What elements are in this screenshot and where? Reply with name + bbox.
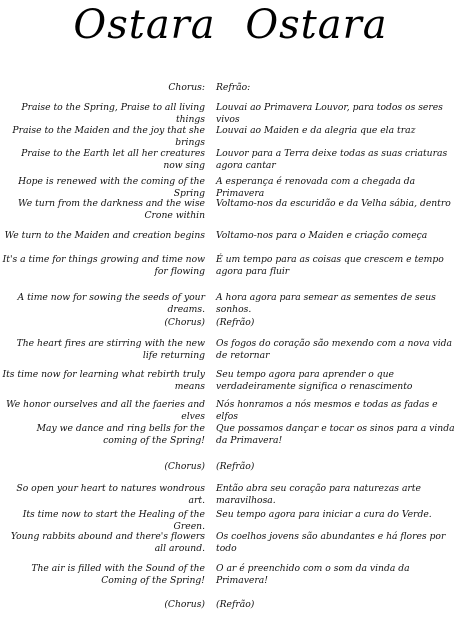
lyrics-row	[0, 102, 461, 125]
lyrics-row	[0, 317, 461, 338]
portuguese-line: Os coelhos jovens são abundantes e há flores por todo	[216, 531, 446, 554]
english-line: We turn to the Maiden and creation begins	[4, 230, 205, 241]
lyrics-row	[0, 292, 461, 317]
portuguese-line: Louvai ao Maiden e da alegria que ela traz	[216, 125, 416, 136]
lyrics-row	[0, 423, 461, 461]
portuguese-line: Voltamo-nos da escuridão e da Velha sábia, dentro	[216, 198, 451, 209]
portuguese-line: Refrão:	[216, 82, 251, 93]
english-line: Praise to the Spring, Praise to all living things	[21, 102, 205, 125]
portuguese-line: Que possamos dançar e tocar os sinos para a vinda da Primavera!	[216, 423, 455, 446]
lyrics-row	[0, 338, 461, 369]
english-line: The air is filled with the Sound of the Coming of the Spring!	[31, 563, 205, 586]
lyrics-row	[0, 230, 461, 254]
english-line: Praise to the Maiden and the joy that she brings	[12, 125, 205, 148]
english-line: Praise to the Earth let all her creatures now sing	[21, 148, 205, 171]
portuguese-line: O ar é preenchido com o som da vinda da Primavera!	[216, 563, 410, 586]
english-line: (Chorus)	[164, 461, 205, 472]
english-line: (Chorus)	[164, 599, 205, 610]
portuguese-line: (Refrão)	[216, 461, 255, 472]
lyrics-row	[0, 198, 461, 230]
portuguese-line: É um tempo para as coisas que crescem e tempo agora para fluir	[216, 254, 444, 277]
lyrics-row	[0, 509, 461, 531]
title-left: Ostara	[73, 2, 216, 48]
english-line: We turn from the darkness and the wise Crone within	[18, 198, 205, 221]
portuguese-line: A hora agora para semear as sementes de seus sonhos.	[216, 292, 436, 315]
portuguese-line: Seu tempo agora para iniciar a cura do Verde.	[216, 509, 432, 520]
portuguese-line: Então abra seu coração para naturezas arte maravilhosa.	[216, 483, 421, 506]
english-line: May we dance and ring bells for the coming of the Spring!	[36, 423, 205, 446]
page-title	[0, 2, 461, 48]
english-line: (Chorus)	[164, 317, 205, 328]
portuguese-line: (Refrão)	[216, 317, 255, 328]
lyrics-row	[0, 563, 461, 599]
english-line: Young rabbits abound and there's flowers all around.	[10, 531, 205, 554]
lyrics-row	[0, 461, 461, 483]
portuguese-line: Louvor para a Terra deixe todas as suas criaturas agora cantar	[216, 148, 448, 171]
english-line: So open your heart to natures wondrous art.	[16, 483, 205, 506]
english-line: Its time now to start the Healing of the Green.	[22, 509, 205, 532]
portuguese-line: Voltamo-nos para o Maiden e criação começa	[216, 230, 428, 241]
english-line: A time now for sowing the seeds of your dreams.	[17, 292, 205, 315]
portuguese-line: Os fogos do coração são mexendo com a nova vida de retornar	[216, 338, 452, 361]
lyrics-row	[0, 483, 461, 509]
portuguese-line: (Refrão)	[216, 599, 255, 610]
portuguese-line: Louvai ao Primavera Louvor, para todos os seres vivos	[216, 102, 443, 125]
title-right: Ostara	[245, 2, 388, 48]
lyrics-row	[0, 399, 461, 423]
lyrics-row	[0, 599, 461, 617]
portuguese-line: Seu tempo agora para aprender o que verdadeiramente significa o renascimento	[216, 369, 413, 392]
lyrics-row	[0, 82, 461, 102]
lyrics-row	[0, 148, 461, 176]
english-line: The heart fires are stirring with the new life returning	[16, 338, 205, 361]
portuguese-line: A esperança é renovada com a chegada da Primavera	[216, 176, 416, 199]
english-line: Chorus:	[168, 82, 205, 93]
lyrics-row	[0, 254, 461, 292]
lyrics-row	[0, 531, 461, 563]
lyrics-row	[0, 125, 461, 148]
lyrics-row	[0, 176, 461, 198]
english-line: Hope is renewed with the coming of the Spring	[18, 176, 205, 199]
lyrics-table	[0, 82, 461, 617]
portuguese-line: Nós honramos a nós mesmos e todas as fadas e elfos	[216, 399, 438, 422]
english-line: Its time now for learning what rebirth truly means	[2, 369, 205, 392]
english-line: It's a time for things growing and time now for flowing	[2, 254, 205, 277]
lyrics-row	[0, 369, 461, 399]
english-line: We honor ourselves and all the faeries and elves	[6, 399, 205, 422]
